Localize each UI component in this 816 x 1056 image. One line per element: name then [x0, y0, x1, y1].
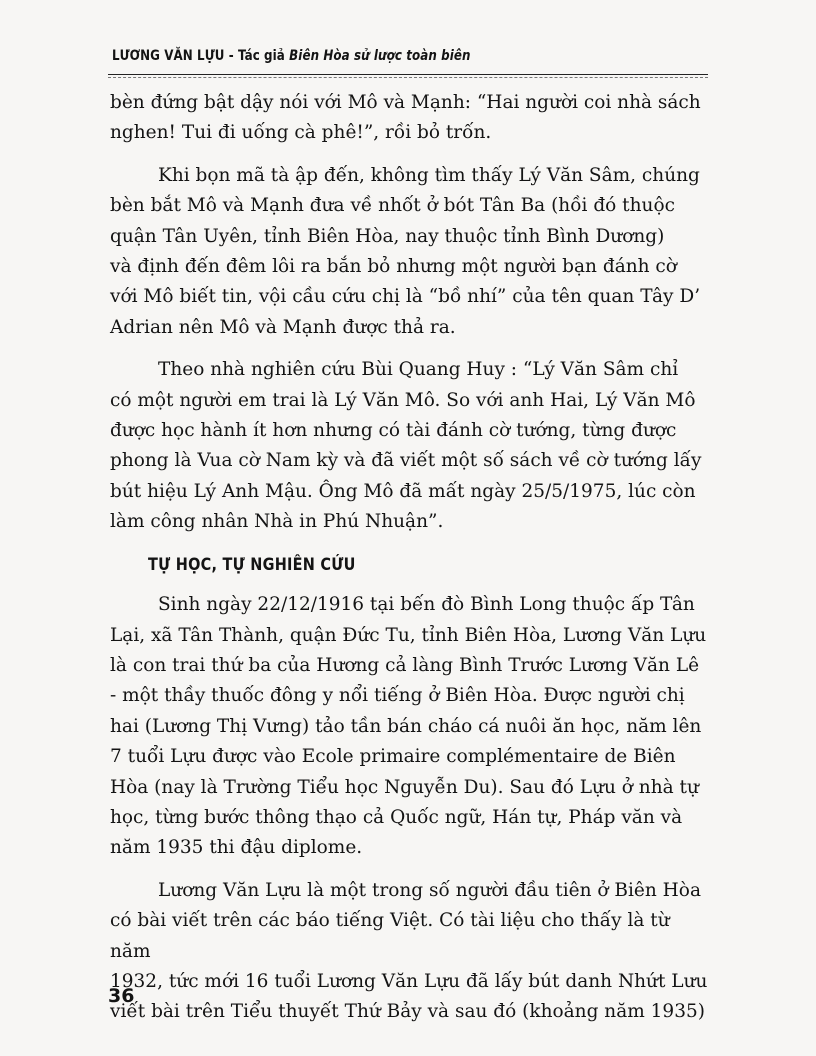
- page-number: 36: [108, 985, 135, 1007]
- header-author: LƯƠNG VĂN LỰU: [112, 48, 225, 64]
- section-heading: TỰ HỌC, TỰ NGHIÊN CỨU: [148, 554, 356, 575]
- paragraph-5: Lương Văn Lựu là một trong số người đầu tiên ở Biên Hòa có bài viết trên các báo tiếng Việt. Có tài liệu cho thấy là từ năm 1932, tức mới 16 tuổi Lương Văn Lựu đã lấy bút danh Nhứt Lưu viết bài trên Tiểu thuyết Thứ Bảy và sau đó (khoảng năm 1935): [110, 879, 708, 1023]
- running-header: [112, 48, 601, 64]
- page-body: [110, 88, 708, 1040]
- header-book-title: Biên Hòa sử lược toàn biên: [289, 48, 471, 64]
- paragraph-2: Khi bọn mã tà ập đến, không tìm thấy Lý Văn Sâm, chúng bèn bắt Mô và Mạnh đưa về nhốt ở bót Tân Ba (hồi đó thuộc quận Tân Uyên, tỉnh Biên Hòa, nay thuộc tỉnh Bình Dương) và định đến đêm lôi ra bắn bỏ nhưng một người bạn đánh cờ với Mô biết tin, vội cầu cứu chị là “bồ nhí” của tên quan Tây D’ Adrian nên Mô và Mạnh được thả ra.: [110, 164, 701, 338]
- paragraph-1: bèn đứng bật dậy nói với Mô và Mạnh: “Hai người coi nhà sách nghen! Tui đi uống cà phê!”, rồi bỏ trốn.: [110, 92, 701, 144]
- header-rule-dashed: [108, 77, 708, 78]
- paragraph-3: Theo nhà nghiên cứu Bùi Quang Huy : “Lý Văn Sâm chỉ có một người em trai là Lý Văn Mô. So với anh Hai, Lý Văn Mô được học hành ít hơn nhưng có tài đánh cờ tướng, từng được phong là Vua cờ Nam kỳ và đã viết một số sách về cờ tướng lấy bút hiệu Lý Anh Mậu. Ông Mô đã mất ngày 25/5/1975, lúc còn làm công nhân Nhà in Phú Nhuận”.: [110, 359, 702, 533]
- paragraph-4: Sinh ngày 22/12/1916 tại bến đò Bình Long thuộc ấp Tân Lại, xã Tân Thành, quận Đức Tu, tỉnh Biên Hòa, Lương Văn Lựu là con trai thứ ba của Hương cả làng Bình Trước Lương Văn Lê - một thầy thuốc đông y nổi tiếng ở Biên Hòa. Được người chị hai (Lương Thị Vưng) tảo tần bán cháo cá nuôi ăn học, năm lên 7 tuổi Lựu được vào Ecole primaire complémentaire de Biên Hòa (nay là Trường Tiểu học Nguyễn Du). Sau đó Lựu ở nhà tự học, từng bước thông thạo cả Quốc ngữ, Hán tự, Pháp văn và năm 1935 thi đậu diplome.: [110, 594, 707, 859]
- header-separator: - Tác giả: [224, 48, 290, 64]
- header-rule: [108, 74, 708, 75]
